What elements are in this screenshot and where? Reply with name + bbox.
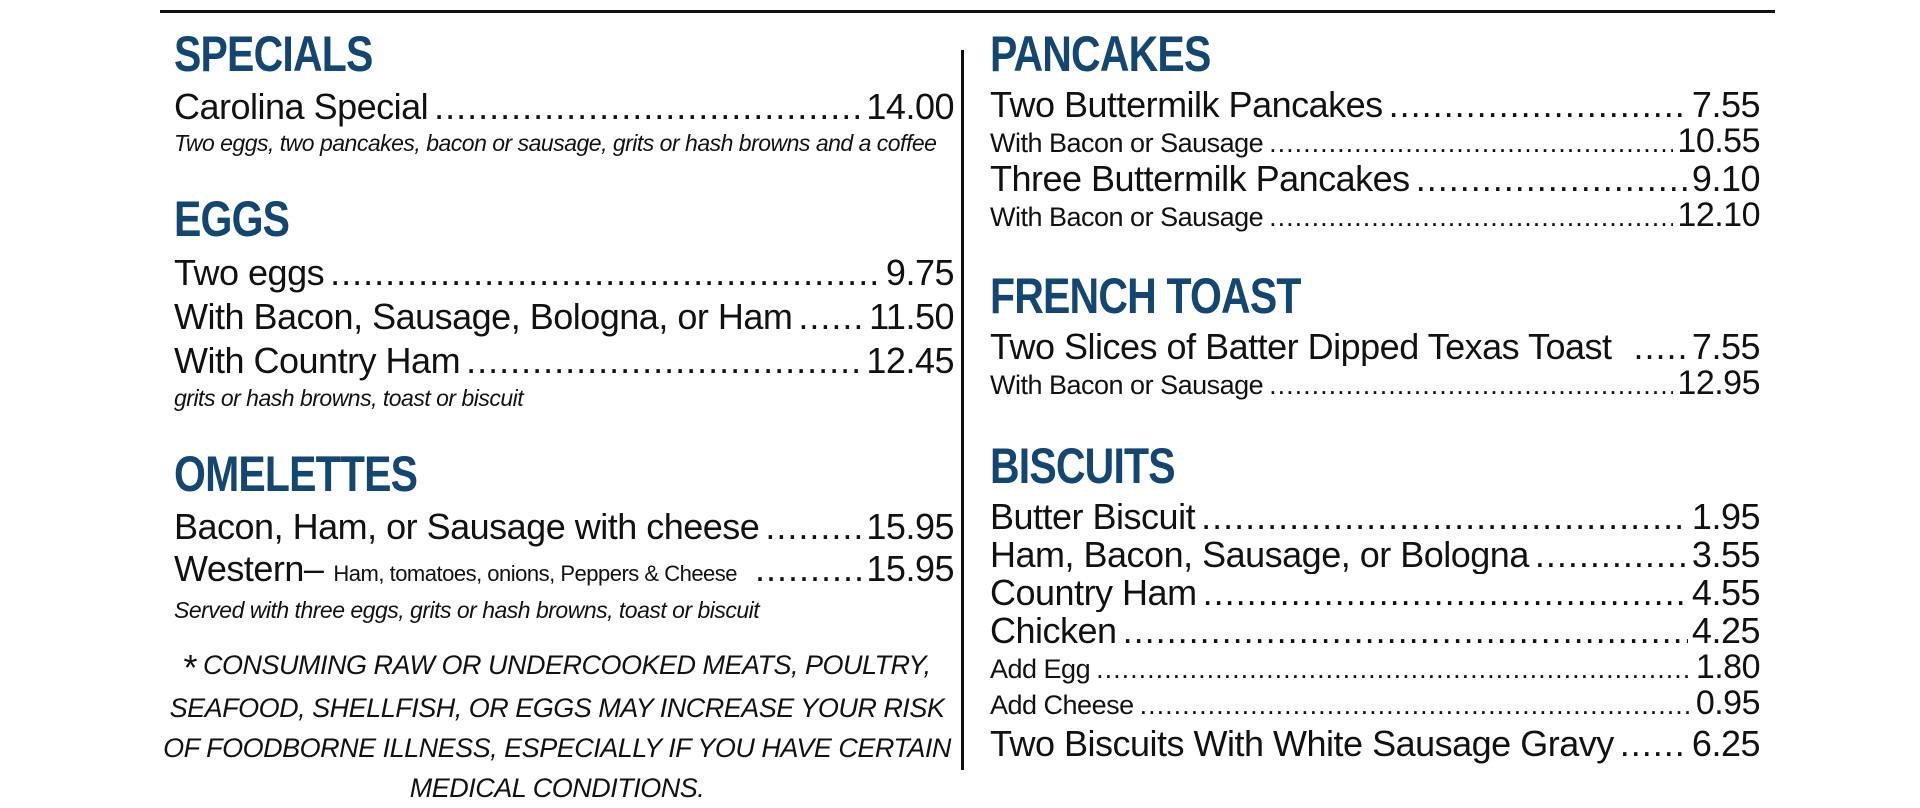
item-price: 10.55 — [1677, 124, 1760, 160]
menu-item — [174, 86, 954, 128]
dot-leader — [466, 339, 862, 383]
item-price: 3.55 — [1691, 536, 1760, 574]
dot-leader — [1096, 652, 1692, 686]
item-price: 15.95 — [866, 548, 954, 589]
menu-item — [990, 160, 1760, 198]
omelettes-section — [174, 448, 954, 627]
menu-item — [990, 498, 1760, 536]
dot-leader — [755, 548, 862, 590]
item-price: 14.00 — [866, 86, 954, 127]
menu-item — [990, 124, 1760, 160]
menu-item — [174, 295, 954, 339]
menu-item — [990, 650, 1760, 686]
dot-leader — [1123, 612, 1688, 650]
item-name: Bacon, Ham, or Sausage with cheese — [174, 506, 760, 547]
dot-leader — [1269, 126, 1673, 160]
item-name: With Bacon or Sausage — [990, 202, 1264, 232]
menu-item — [990, 86, 1760, 124]
french-toast-heading: FRENCH TOAST — [990, 268, 1301, 324]
item-price: 12.45 — [866, 340, 954, 381]
menu-item — [990, 574, 1760, 612]
eggs-heading: EGGS — [174, 191, 290, 247]
item-price: 9.10 — [1691, 160, 1760, 198]
top-rule — [160, 10, 1775, 13]
item-price: 4.55 — [1691, 574, 1760, 612]
french-toast-section — [990, 270, 1760, 402]
omelettes-heading: OMELETTES — [174, 446, 418, 502]
item-price: 1.95 — [1691, 498, 1760, 536]
item-price: 1.80 — [1695, 650, 1760, 686]
pancakes-section — [990, 28, 1760, 234]
item-name: Western– — [174, 548, 324, 589]
dot-leader — [1416, 160, 1688, 198]
dot-leader — [1620, 722, 1688, 766]
item-name: With Bacon or Sausage — [990, 128, 1264, 158]
asterisk: * — [183, 647, 197, 688]
item-price: 9.75 — [885, 252, 954, 293]
dot-leader — [798, 295, 865, 339]
dot-leader — [1140, 688, 1692, 722]
dot-leader — [1269, 200, 1673, 234]
dot-leader — [765, 506, 862, 548]
item-name: Two Slices of Batter Dipped Texas Toast — [990, 328, 1612, 366]
item-price: 7.55 — [1691, 328, 1760, 366]
item-name: Country Ham — [990, 574, 1197, 612]
specials-section — [174, 28, 954, 160]
item-name: Two Buttermilk Pancakes — [990, 86, 1383, 124]
dot-leader — [1389, 86, 1688, 124]
menu-item — [174, 251, 954, 295]
disclaimer-text: CONSUMING RAW OR UNDERCOOKED MEATS, POULTRY, SEAFOOD, SHELLFISH, OR EGGS MAY INCREASE YOUR RISK OF FOODBORNE ILLNESS, ESPECIALLY IF YOU HAVE CERTAIN MEDICAL CONDITIONS. — [163, 650, 951, 803]
item-price: 11.50 — [869, 296, 954, 337]
menu-item — [174, 506, 954, 548]
biscuits-heading: BISCUITS — [990, 438, 1175, 494]
biscuits-section — [990, 440, 1760, 766]
item-name: Carolina Special — [174, 86, 429, 127]
item-price: 6.25 — [1691, 723, 1760, 764]
menu-item — [990, 198, 1760, 234]
dot-leader — [1201, 498, 1688, 536]
dot-leader — [1535, 536, 1688, 574]
item-price: 7.55 — [1691, 86, 1760, 124]
menu-item — [174, 548, 954, 595]
item-name: Add Egg — [990, 654, 1091, 684]
dot-leader — [1203, 574, 1688, 612]
item-name: Two eggs — [174, 252, 325, 293]
item-name: Two Biscuits With White Sausage Gravy — [990, 723, 1614, 764]
column-divider — [961, 50, 964, 770]
item-price: 12.95 — [1677, 366, 1760, 402]
item-name: With Country Ham — [174, 340, 461, 381]
item-name: Ham, Bacon, Sausage, or Bologna — [990, 536, 1529, 574]
menu-item — [990, 328, 1760, 366]
item-name: With Bacon or Sausage — [990, 370, 1264, 400]
item-name: Chicken — [990, 612, 1117, 650]
menu-item — [990, 366, 1760, 402]
specials-heading: SPECIALS — [174, 26, 373, 82]
omelettes-note: Served with three eggs, grits or hash browns, toast or biscuit — [174, 597, 760, 623]
pancakes-heading: PANCAKES — [990, 26, 1211, 82]
item-name: With Bacon, Sausage, Bologna, or Ham — [174, 296, 793, 337]
menu-item — [174, 339, 954, 383]
item-price: 12.10 — [1677, 198, 1760, 234]
dot-leader — [434, 86, 862, 128]
item-price: 0.95 — [1695, 686, 1760, 722]
menu-item — [990, 722, 1760, 766]
item-price: 4.25 — [1691, 612, 1760, 650]
specials-note: Two eggs, two pancakes, bacon or sausage, grits or hash browns and a coffee — [174, 130, 937, 156]
dot-leader — [1269, 368, 1673, 402]
item-price: 15.95 — [866, 506, 954, 547]
item-detail: Ham, tomatoes, onions, Peppers & Cheese — [333, 561, 738, 586]
eggs-section — [174, 193, 954, 415]
menu-item — [990, 536, 1760, 574]
item-name: Butter Biscuit — [990, 498, 1196, 536]
food-safety-disclaimer — [162, 645, 952, 808]
dot-leader — [330, 251, 882, 295]
item-name: Add Cheese — [990, 690, 1134, 720]
item-name: Three Buttermilk Pancakes — [990, 160, 1410, 198]
eggs-note: grits or hash browns, toast or biscuit — [174, 385, 524, 411]
menu-item — [990, 612, 1760, 650]
menu-item — [990, 686, 1760, 722]
dot-leader — [1634, 328, 1688, 366]
